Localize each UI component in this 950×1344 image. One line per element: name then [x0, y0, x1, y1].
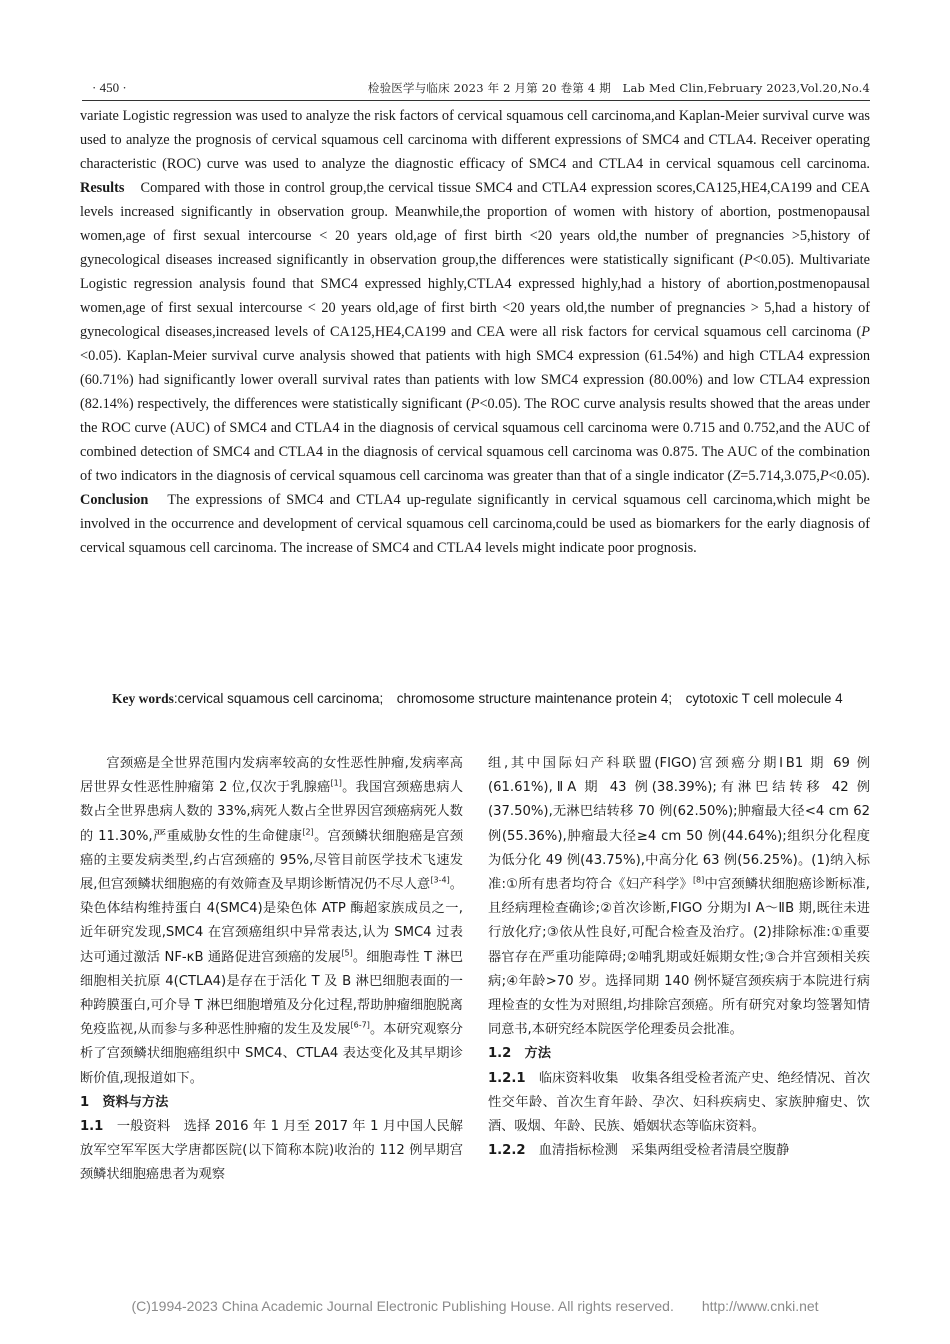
body-paragraph — [488, 752, 870, 1042]
p-symbol: P — [861, 324, 870, 340]
p-symbol: P — [819, 468, 829, 484]
abstract-results-text-2: <0.05). Multivariate Logistic regression analysis found that SMC4 expressed highly,CTLA4 expressed highly,had a history of abortion,postmenopausal women,age of first sexual intercourse < 20 years old,age of first birth <20 years old,the number of pregnancies > 5,had a history of gynecological diseases,increased levels of CA125,HE4,CA199 and CEA were all risk factors for cervical squamous cell carcinoma ( — [80, 252, 870, 340]
running-header — [82, 78, 870, 100]
intro-paragraph — [80, 752, 463, 1091]
section-heading: 1 资料与方法 — [80, 1094, 169, 1110]
subsection-title: 一般资料 — [116, 1119, 171, 1135]
body-text: 中宫颈鳞状细胞癌诊断标准,且经病理检查确诊;②首次诊断,FIGO 分期为Ⅰ A～ⅡB 期,既往未进行放化疗;③依从性良好,可配合检查及治疗。(2)排除标准:①重要器官存在严重功能障碍;②哺乳期或妊娠期女性;③合并宫颈相关疾病;④年龄>70 岁。选择同期 140 例怀疑宫颈疾病于本院进行病理检查的女性为对照组,均排除宫颈癌。所有研究对象均签署知情同意书,本研究经本院医学伦理委员会批准。 — [488, 877, 871, 1038]
journal-citation: 检验医学与临床 2023 年 2 月第 20 卷第 4 期 Lab Med Clin,February 2023,Vol.20,No.4 — [367, 81, 870, 95]
abstract-results-text-3: <0.05). Kaplan-Meier survival curve analysis showed that patients with high SMC4 expression (61.54%) and high CTLA4 expression (60.71%) had significantly lower overall survival rates than patients with low SMC4 expression (80.00%) and low CTLA4 expression (82.14%) respectively, the differences were statistically significant ( — [80, 348, 870, 412]
citation-ref: [2] — [302, 827, 314, 837]
abstract-results-text-5: =5.714,3.075, — [740, 468, 820, 484]
p-symbol: P — [743, 252, 753, 268]
keywords-block — [80, 688, 870, 710]
subsection-title: 临床资料收集 — [538, 1070, 619, 1086]
intro-text: 。宫颈鳞状细胞癌是宫颈癌的主要发病类型,约占宫颈癌的 95%,尽管目前医学技术飞速发展,但宫颈鳞状细胞癌的有效筛查及早期诊断情况仍不尽人意 — [80, 828, 464, 893]
subsection-text: 收集各组受检者流产史、绝经情况、首次性交年龄、首次生育年龄、孕次、妇科疾病史、家族肿瘤史、饮酒、吸烟、年龄、民族、婚姻状态等临床资料。 — [488, 1070, 871, 1135]
subsection-number: 1.1 — [80, 1119, 117, 1135]
abstract-results-text-1: Compared with those in control group,the cervical tissue SMC4 and CTLA4 expression scores,CA125,HE4,CA199 and CEA levels increased significantly in observation group. Meanwhile,the proportion of women with history of abortion, postmenopausal women,age of first sexual intercourse < 20 years old,age of first birth <20 years old,the number of pregnancies >5,history of gynecological diseases increased significantly in observation group,the differences were statistically significant ( — [80, 180, 870, 268]
abstract-conclusion-text: The expressions of SMC4 and CTLA4 up-regulate significantly in cervical squamous cell carcinoma,which might be involved in the occurrence and development of cervical squamous cell carcinoma,could be used as biomarkers for the early diagnosis of cervical squamous cell carcinoma. The increase of SMC4 and CTLA4 levels might indicate poor prognosis. — [80, 492, 870, 556]
abstract-paragraph — [80, 104, 870, 560]
citation-ref: [1] — [330, 778, 342, 788]
header-divider — [82, 100, 870, 101]
subsection-paragraph — [488, 1067, 870, 1140]
intro-text: 。染色体结构维持蛋白 4(SMC4)是染色体 ATP 酶超家族成员之一,近年研究发现,SMC4 在宫颈癌组织中异常表达,认为 SMC4 过表达可通过激活 NF-κB 通路促进宫颈癌的发展 — [80, 877, 463, 965]
citation-ref: [5] — [341, 948, 353, 958]
subsection-text: 采集两组受检者清晨空腹静 — [617, 1143, 790, 1159]
copyright-footer: (C)1994-2023 China Academic Journal Electronic Publishing House. All rights reserved. http://www.cnki.net — [131, 1298, 819, 1314]
keywords-text: :cervical squamous cell carcinoma; chromosome structure maintenance protein 4; cytotoxic T cell molecule 4 — [173, 691, 843, 706]
subsection-paragraph — [488, 1139, 870, 1163]
keywords-label: Key words — [112, 691, 174, 706]
subsection-text: 选择 2016 年 1 月至 2017 年 1 月中国人民解放军空军军医大学唐都医院(以下简称本院)收治的 112 例早期宫颈鳞状细胞癌患者为观察 — [80, 1119, 463, 1183]
conclusion-label: Conclusion — [80, 492, 149, 508]
intro-text: 。本研究观察分析了宫颈鳞状细胞癌组织中 SMC4、CTLA4 表达变化及其早期诊断价值,现报道如下。 — [80, 1022, 463, 1086]
subsection-title: 血清指标检测 — [538, 1143, 618, 1159]
z-symbol: Z — [732, 468, 741, 484]
results-label: Results — [80, 180, 125, 196]
english-abstract — [80, 104, 870, 560]
citation-ref: [6-7] — [350, 1020, 370, 1030]
page-number: · 450 · — [92, 80, 127, 95]
intro-text: 。我国宫颈癌患病人数占全世界患病人数的 33%,病死人数占全世界因宫颈癌病死人数的 11.30%,严重威胁女性的生命健康 — [80, 780, 464, 844]
citation-ref: [3-4] — [430, 875, 450, 885]
abstract-methods-text: variate Logistic regression was used to analyze the risk factors of cervical squamous cell carcinoma,and Kaplan-Meier survival curve was used to analyze the prognosis of cervical squamous cell carcinoma with different expressions of SMC4 and CTLA4. Receiver operating characteristic (ROC) curve was used to analyze the diagnostic efficacy of SMC4 and CTLA4 in cervical squamous cell carcinoma. — [80, 108, 870, 172]
intro-text: 。细胞毒性 T 淋巴细胞相关抗原 4(CTLA4)是存在于活化 T 及 B 淋巴细胞表面的一种跨膜蛋白,可介导 T 淋巴细胞增殖及分化过程,帮助肿瘤细胞脱离免疫监视,从而参与多种恶性肿瘤的发生及发展 — [80, 949, 463, 1038]
abstract-results-text-4: <0.05). The ROC curve analysis results showed that the areas under the ROC curve (AUC) of SMC4 and CTLA4 in the diagnosis of cervical squamous cell carcinoma were 0.715 and 0.752,and the AUC of combined detection of SMC4 and CTLA4 in the diagnosis of cervical squamous cell carcinoma was 0.875. The AUC of the combination of two indicators in the diagnosis of cervical squamous cell carcinoma was greater than that of a single indicator ( — [80, 396, 870, 484]
citation-ref: [8] — [692, 875, 705, 885]
subsection-paragraph — [80, 1115, 463, 1188]
subsection-heading: 1.2 方法 — [488, 1046, 551, 1062]
body-text: 组,其中国际妇产科联盟(FIGO)宫颈癌分期ⅠB1 期 69 例(61.61%),ⅡA 期 43 例(38.39%);有淋巴结转移 42 例(37.50%),无淋巴结转移 70 例(62.50%);肿瘤最大径<4 cm 62 例(55.36%),肿瘤最大径≥4 cm 50 例(44.64%);组织分化程度为低分化 49 例(43.75%),中高分化 63 例(56.25%)。(1)纳入标准:①所有患者均符合《妇产科学》 — [488, 756, 870, 893]
p-symbol: P — [470, 396, 480, 412]
subsection-number: 1.2.1 — [488, 1070, 539, 1086]
subsection-number: 1.2.2 — [488, 1143, 539, 1159]
intro-text: 宫颈癌是全世界范围内发病率较高的女性恶性肿瘤,发病率高居世界女性恶性肿瘤第 2 位,仅次于乳腺癌 — [80, 756, 463, 796]
body-right-column — [488, 752, 870, 1163]
abstract-results-text-6: <0.05). — [828, 468, 870, 484]
body-left-column — [80, 752, 463, 1188]
